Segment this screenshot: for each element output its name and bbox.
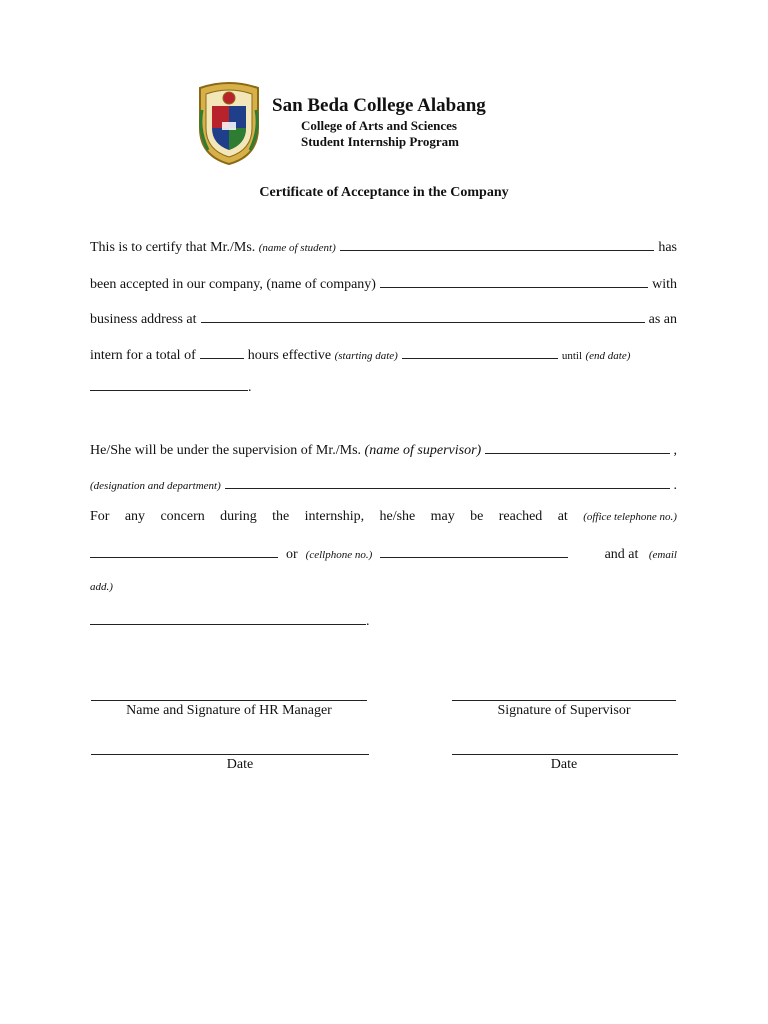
supervision-line-1: He/She will be under the supervision of Mr./Ms. (name of supervisor) , [90, 443, 677, 458]
contact-line-3 [90, 577, 113, 595]
text: hours effective [247, 348, 332, 363]
college-seal-logo [194, 80, 264, 166]
text: business address at [90, 312, 197, 327]
cellphone-blank[interactable] [380, 545, 568, 558]
hr-date-label: Date [226, 757, 254, 772]
business-address-blank[interactable] [201, 310, 645, 323]
hr-date-line[interactable] [91, 754, 369, 755]
contact-line-2 [90, 545, 677, 563]
text: any [124, 509, 146, 524]
total-hours-blank[interactable] [200, 346, 244, 359]
name-of-student-blank[interactable] [340, 238, 655, 251]
text: may [430, 509, 455, 524]
supervisor-signature-line[interactable] [452, 700, 676, 701]
body-line-5: . [90, 378, 252, 396]
text: For [90, 509, 110, 524]
text: be [470, 509, 484, 524]
institution-name: San Beda College Alabang [272, 95, 486, 116]
text: intern for a total of [90, 348, 196, 363]
hint-office-telephone: (office telephone no.) [583, 511, 677, 523]
hint-designation-department: (designation and department) [90, 480, 221, 492]
body-line-2 [90, 275, 677, 293]
hr-signature-line[interactable] [91, 700, 367, 701]
hint-name-of-supervisor: (name of supervisor) [364, 443, 482, 458]
text: he/she [379, 509, 416, 524]
text: the [272, 509, 290, 524]
supervisor-date-line[interactable] [452, 754, 678, 755]
hint-email-cont: add.) [90, 581, 113, 593]
supervisor-date-label: Date [550, 757, 578, 772]
supervisor-name-blank[interactable] [485, 441, 669, 454]
program-name: Student Internship Program [301, 134, 459, 149]
hint-end-date: (end date) [585, 350, 631, 362]
starting-date-blank[interactable] [402, 346, 558, 359]
text: or [286, 547, 298, 562]
text: internship, [304, 509, 365, 524]
text: has [658, 240, 677, 255]
supervision-line-2: (designation and department) . [90, 478, 677, 493]
name-of-company-blank[interactable] [380, 275, 648, 288]
hr-signature-label: Name and Signature of HR Manager [126, 703, 332, 718]
text: been accepted in our company, (name of company) [90, 277, 376, 292]
body-line-1 [90, 238, 677, 256]
text: and at [604, 547, 639, 562]
hint-cellphone: (cellphone no.) [305, 549, 373, 561]
email-blank[interactable] [90, 612, 366, 625]
text: as an [648, 312, 677, 327]
text: He/She will be under the supervision of Mr./Ms. [90, 443, 362, 458]
body-line-4 [90, 346, 677, 364]
text: during [220, 509, 257, 524]
hint-starting-date: (starting date) [334, 350, 398, 362]
text: at [557, 509, 568, 524]
end-date-blank[interactable] [90, 378, 248, 391]
contact-line-1 [90, 509, 677, 525]
body-line-3 [90, 310, 677, 328]
contact-line-4: . [90, 612, 370, 630]
hint-name-of-student: (name of student) [258, 242, 336, 254]
text: until [561, 350, 582, 362]
designation-department-blank[interactable] [225, 476, 670, 489]
hint-email: (email [648, 549, 677, 561]
college-name: College of Arts and Sciences [301, 118, 457, 133]
office-telephone-blank[interactable] [90, 545, 278, 558]
certificate-title: Certificate of Acceptance in the Company [259, 185, 509, 200]
text: with [652, 277, 677, 292]
supervisor-signature-label: Signature of Supervisor [497, 703, 631, 718]
text: reached [498, 509, 543, 524]
text: This is to certify that Mr./Ms. [90, 240, 256, 255]
text: concern [160, 509, 205, 524]
